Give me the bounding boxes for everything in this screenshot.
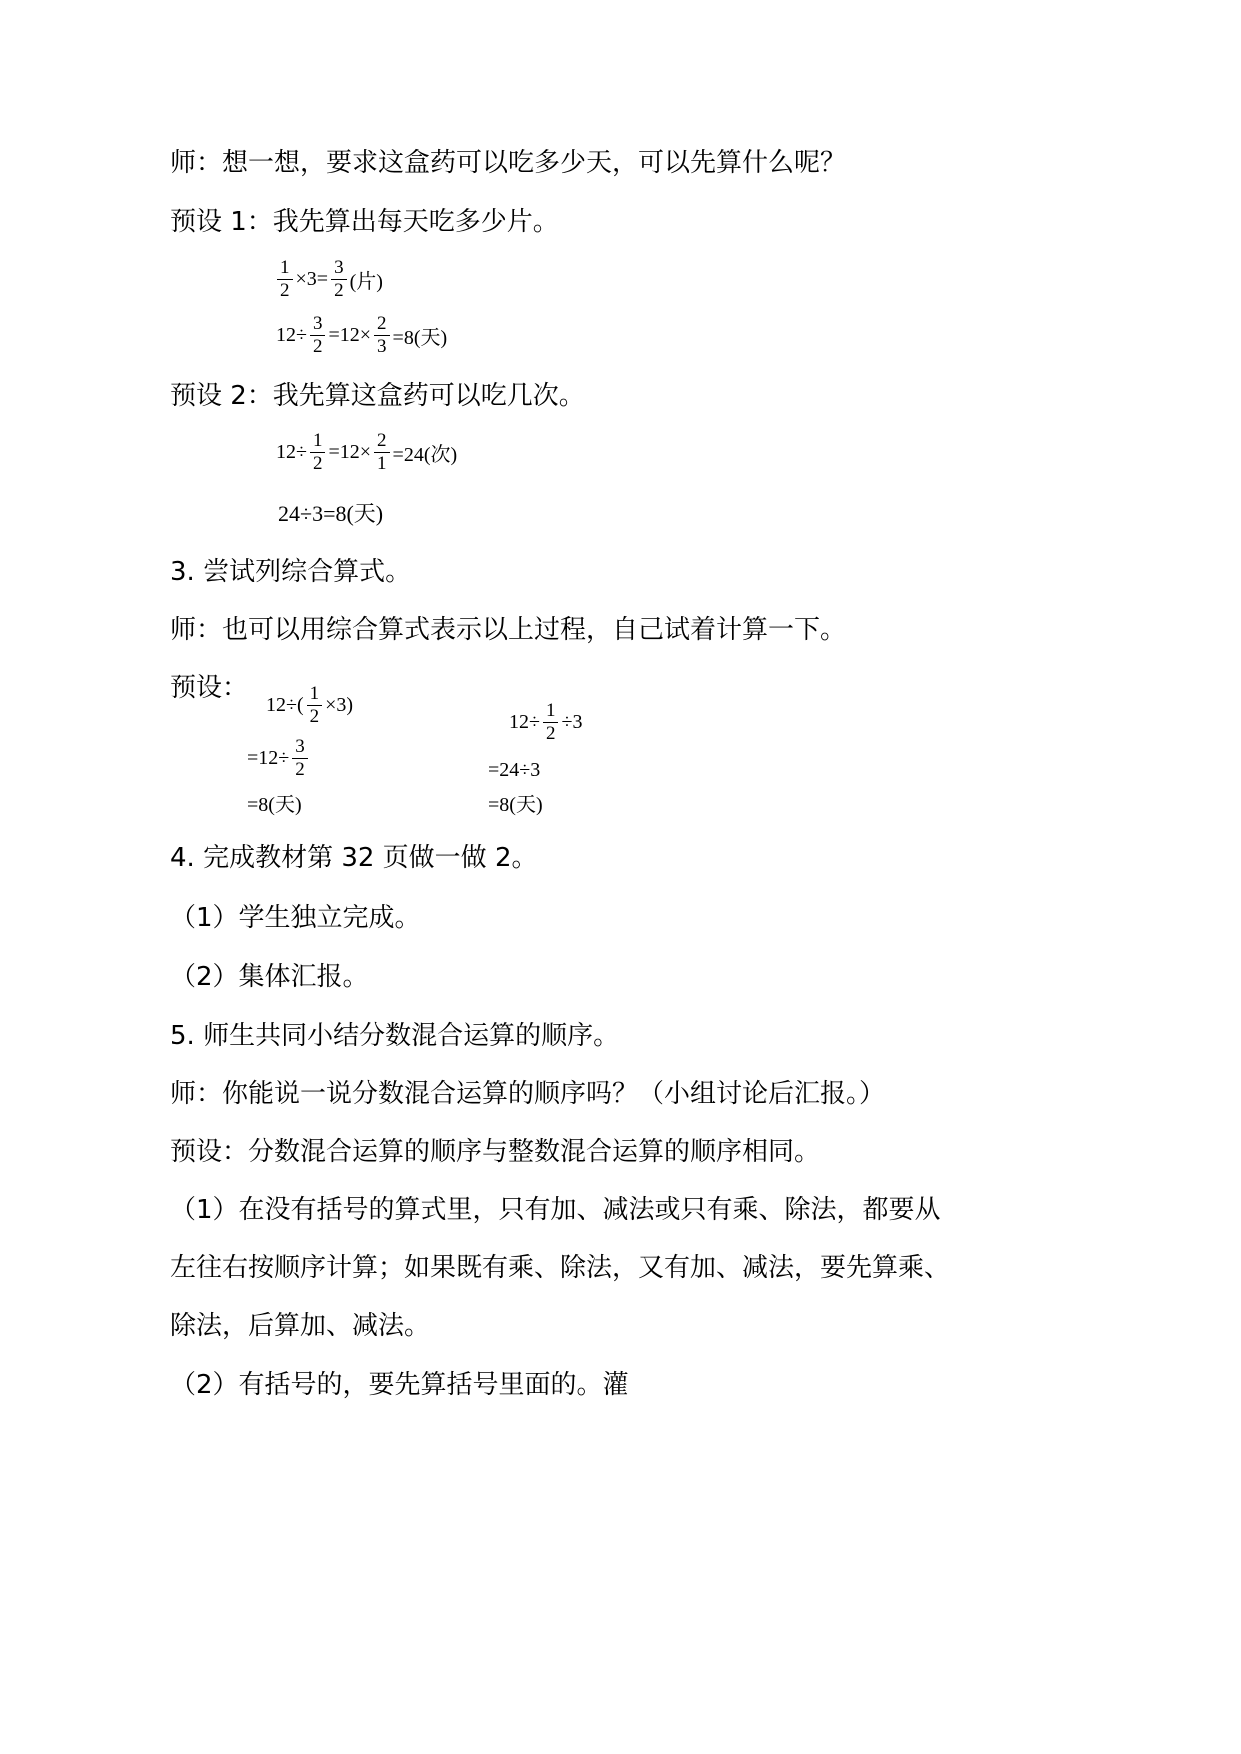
math-expression-text: ×3) [325,693,354,716]
math-expression-text: =24÷3 [488,758,541,781]
preset-answer-line: 预设：分数混合运算的顺序与整数混合运算的顺序相同。 [170,1137,821,1167]
step-4-heading: 4. 完成教材第 32 页做一做 2。 [170,843,538,873]
teacher-instruction-line: 师：也可以用综合算式表示以上过程，自己试着计算一下。 [170,615,847,645]
combined-expression-left-line-3 [246,774,303,830]
fraction-denominator: 2 [292,758,308,781]
preset-label: 预设： [170,673,249,703]
fraction [543,700,559,745]
preset-2-heading: 预设 2：我先算这盒药可以吃几次。 [170,381,585,411]
equation-number-of-doses [275,424,458,480]
math-expression-text: =8(天) [247,793,302,816]
math-unit-text: (片) [349,270,383,293]
math-expression-text: 12÷( [266,693,304,716]
math-expression-text: =12× [328,440,372,463]
fraction-denominator: 2 [310,452,326,475]
math-expression-text: 12÷ [276,440,307,463]
step-3-heading: 3. 尝试列综合算式。 [170,557,412,587]
fraction-numerator: 3 [312,312,323,334]
fraction-numerator: 3 [334,256,344,278]
step-4-item-2: （2）集体汇报。 [170,962,369,992]
fraction-denominator: 2 [331,279,347,302]
fraction [307,683,323,728]
fraction [310,430,326,475]
equation-days-method-1 [275,307,448,363]
fraction [331,257,347,302]
combined-expression-right-line-3 [487,774,544,830]
fraction-denominator: 1 [374,452,390,475]
fraction [277,257,293,302]
fraction [374,430,390,475]
fraction-numerator: 2 [377,429,387,451]
combined-expression-left-line-1 [265,677,354,733]
math-expression-text: 12÷ [276,323,307,346]
equation-days-method-2 [277,484,384,540]
fraction-numerator: 3 [295,735,305,757]
teacher-question-line-2: 师：你能说一说分数混合运算的顺序吗？（小组讨论后汇报。） [170,1079,886,1109]
math-expression-text: =12× [328,323,372,346]
fraction-numerator: 1 [545,699,556,721]
fraction-denominator: 2 [277,279,293,302]
math-expression-text: 24÷3=8(天) [278,500,384,526]
preset-1-heading: 预设 1：我先算出每天吃多少片。 [170,207,559,237]
fraction [310,313,326,358]
fraction [374,313,390,358]
fraction-numerator: 1 [309,682,320,704]
step-4-item-1: （1）学生独立完成。 [170,903,421,933]
fraction-numerator: 1 [280,256,290,278]
math-expression-text: =8(天) [392,326,448,349]
math-expression-text: 12÷ [509,710,540,733]
math-expression-text: ÷3 [561,710,583,733]
equation-tablets-per-day [275,251,384,307]
rule-1-line-1: （1）在没有括号的算式里，只有加、减法或只有乘、除法，都要从 [170,1195,941,1225]
fraction-denominator: 2 [307,705,323,728]
rule-1-line-3: 除法，后算加、减法。 [170,1311,431,1341]
teacher-question-line: 师：想一想，要求这盒药可以吃多少天，可以先算什么呢？ [170,148,847,178]
fraction-denominator: 2 [543,722,559,745]
fraction-denominator: 3 [374,335,390,358]
rule-1-line-2: 左往右按顺序计算；如果既有乘、除法，又有加、减法，要先算乘、 [170,1253,951,1283]
fraction-numerator: 1 [312,429,323,451]
math-expression-text: =12÷ [247,746,290,769]
step-5-heading: 5. 师生共同小结分数混合运算的顺序。 [170,1021,620,1051]
math-expression-text: ×3= [295,267,329,290]
rule-2-line: （2）有括号的，要先算括号里面的。灌 [170,1370,629,1400]
math-expression-text: =24(次) [392,443,458,466]
fraction-denominator: 2 [310,335,326,358]
fraction-numerator: 2 [377,312,387,334]
math-expression-text: =8(天) [488,793,543,816]
